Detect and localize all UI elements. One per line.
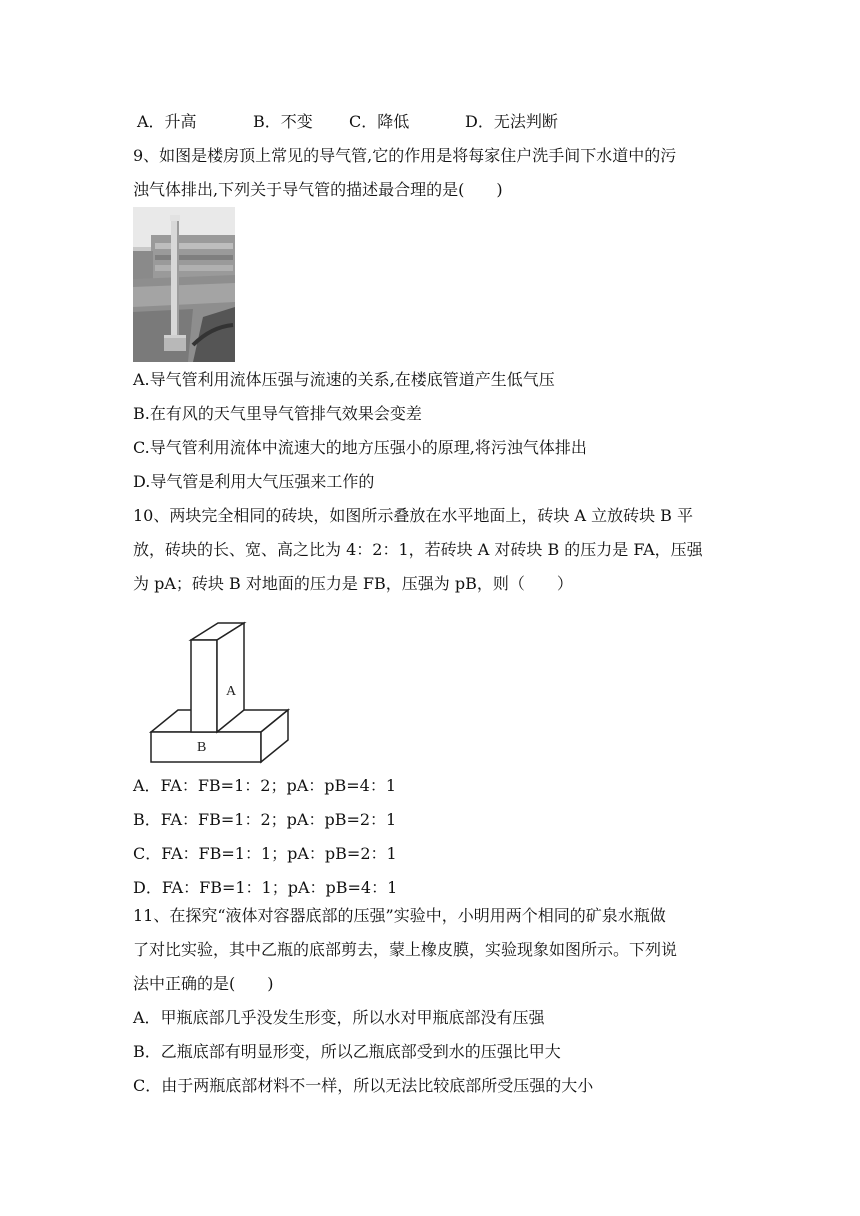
q10-option-a: A．FA：FB=1：2；pA：pB=4：1 <box>133 776 397 795</box>
q9-stem-line-2: 浊气体排出,下列关于导气管的描述最合理的是( ) <box>133 180 503 199</box>
rooftop-vent-pipe-photo <box>133 207 235 362</box>
q8-option-d: D．无法判断 <box>465 112 558 131</box>
q11-stem-line-2: 了对比实验，其中乙瓶的底部剪去，蒙上橡皮膜，实验现象如图所示。下列说 <box>133 940 678 959</box>
q9-option-b: B.在有风的天气里导气管排气效果会变差 <box>133 404 422 423</box>
q8-option-c: C．降低 <box>349 112 410 131</box>
q10-stem-line-3: 为 pA；砖块 B 对地面的压力是 FB，压强为 pB，则（ ） <box>133 574 573 593</box>
q10-option-d: D．FA：FB=1：1；pA：pB=4：1 <box>133 878 398 897</box>
q10-stem-line-2: 放，砖块的长、宽、高之比为 4：2：1，若砖块 A 对砖块 B 的压力是 FA，压强 <box>133 540 703 559</box>
q11-option-c: C．由于两瓶底部材料不一样，所以无法比较底部所受压强的大小 <box>133 1076 594 1095</box>
q10-option-b: B．FA：FB=1：2；pA：pB=2：1 <box>133 810 397 829</box>
q9-stem-line-1: 9、如图是楼房顶上常见的导气管,它的作用是将每家住户洗手间下水道中的污 <box>133 146 677 165</box>
brick-a-label: A <box>226 684 237 699</box>
q8-option-a: A．升高 <box>137 112 197 131</box>
q9-option-d: D.导气管是利用大气压强来工作的 <box>133 472 375 491</box>
q9-option-a: A.导气管利用流体压强与流速的关系,在楼底管道产生低气压 <box>133 370 555 389</box>
q10-option-c: C．FA：FB=1：1；pA：pB=2：1 <box>133 844 397 863</box>
stacked-bricks-figure <box>148 620 293 765</box>
q10-stem-line-1: 10、两块完全相同的砖块，如图所示叠放在水平地面上，砖块 A 立放砖块 B 平 <box>133 506 694 525</box>
q11-stem-line-1: 11、在探究“液体对容器底部的压强”实验中，小明用两个相同的矿泉水瓶做 <box>133 906 666 925</box>
q8-options-row <box>137 112 558 132</box>
brick-b-label: B <box>197 740 207 755</box>
q11-stem-line-3: 法中正确的是( ) <box>133 974 274 993</box>
q11-option-b: B．乙瓶底部有明显形变，所以乙瓶底部受到水的压强比甲大 <box>133 1042 561 1061</box>
q9-option-c: C.导气管利用流体中流速大的地方压强小的原理,将污浊气体排出 <box>133 438 587 457</box>
q11-option-a: A．甲瓶底部几乎没发生形变，所以水对甲瓶底部没有压强 <box>133 1008 545 1027</box>
q8-option-b: B．不变 <box>253 112 313 131</box>
